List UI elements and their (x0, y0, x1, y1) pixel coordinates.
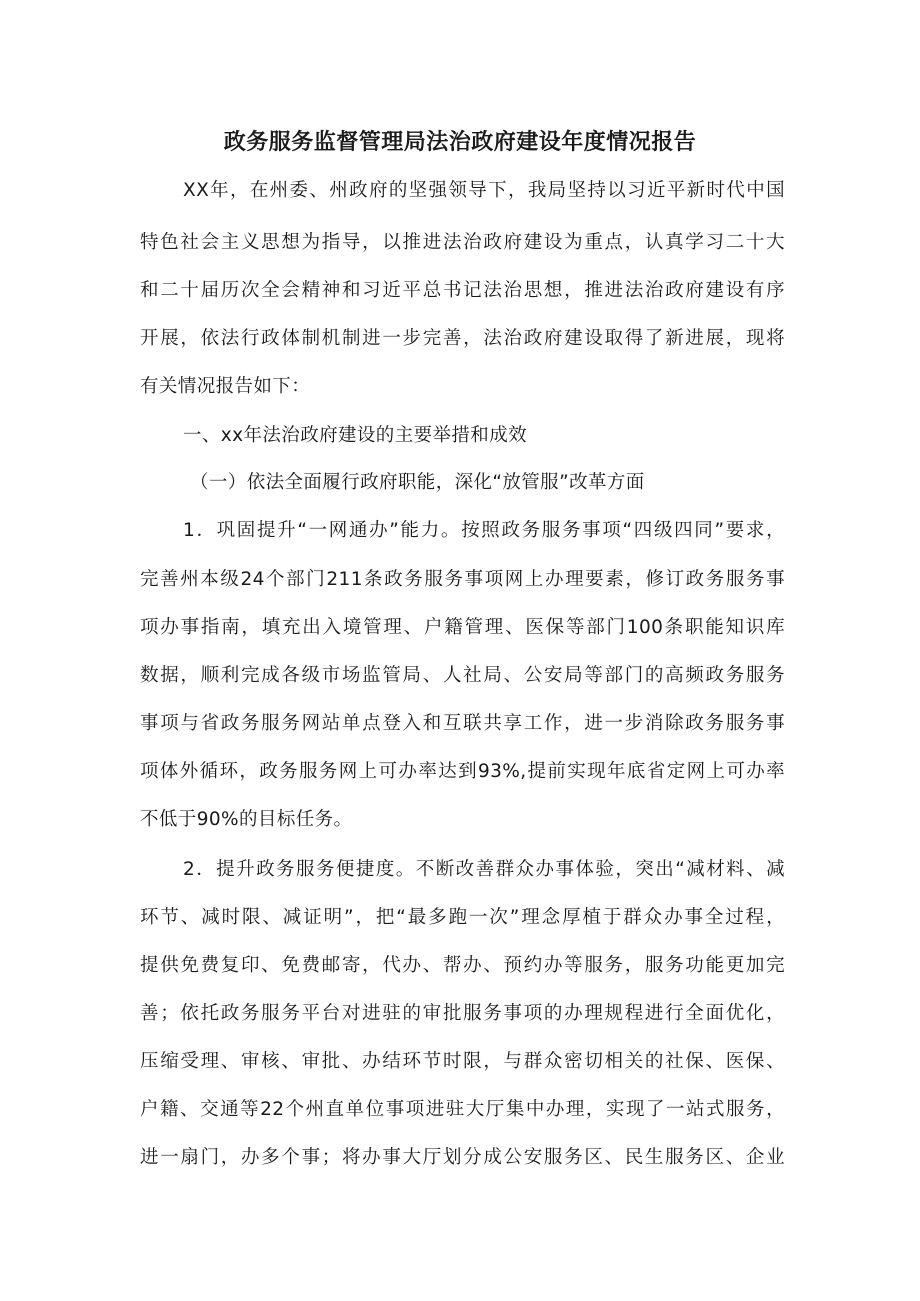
intro-line-5: 有关情况报告如下： (140, 376, 311, 397)
intro-line-4: 开展，依法行政体制机制进一步完善，法治政府建设取得了新进展，现将 (140, 328, 785, 349)
item2-line-7: 进一扇门，办多个事；将办事大厅划分成公安服务区、民生服务区、企业 (140, 1147, 785, 1168)
section-heading-1-1: （一）依法全面履行政府职能，深化“放管服”改革方面 (190, 472, 645, 493)
item2-line-2: 环节、减时限、减证明”，把“最多跑一次”理念厚植于群众办事全过程， (140, 907, 785, 928)
item2-line-3: 提供免费复印、免费邮寄，代办、帮办、预约办等服务，服务功能更加完 (140, 955, 785, 976)
section-heading-1: 一、xx年法治政府建设的主要举措和成效 (183, 425, 527, 446)
intro-line-2: 特色社会主义思想为指导，以推进法治政府建设为重点，认真学习二十大 (140, 232, 785, 253)
document-title: 政务服务监督管理局法治政府建设年度情况报告 (223, 130, 697, 155)
item1-line-4: 数据，顺利完成各级市场监管局、人社局、公安局等部门的高频政务服务 (140, 665, 785, 686)
item2-line-4: 善；依托政务服务平台对进驻的审批服务事项的办理规程进行全面优化， (140, 1003, 785, 1024)
item1-line-5: 事项与省政务服务网站单点登入和互联共享工作，进一步消除政务服务事 (140, 713, 785, 734)
item1-line-3: 项办事指南，填充出入境管理、户籍管理、医保等部门100条职能知识库 (140, 617, 785, 638)
intro-line-1: XX年，在州委、州政府的坚强领导下，我局坚持以习近平新时代中国 (183, 180, 785, 201)
item2-line-1: 2．提升政务服务便捷度。不断改善群众办事体验，突出“减材料、减 (183, 859, 785, 880)
item1-line-2: 完善州本级24个部门211条政务服务事项网上办理要素，修订政务服务事 (140, 569, 785, 590)
intro-line-3: 和二十届历次全会精神和习近平总书记法治思想，推进法治政府建设有序 (140, 280, 785, 301)
item1-line-1: 1．巩固提升“一网通办”能力。按照政务服务事项“四级四同”要求， (183, 520, 785, 541)
item1-line-6: 项体外循环，政务服务网上可办率达到93%,提前实现年底省定网上可办率 (140, 761, 785, 782)
item1-line-7: 不低于90%的目标任务。 (140, 809, 353, 830)
item2-line-5: 压缩受理、审核、审批、办结环节时限，与群众密切相关的社保、医保、 (140, 1051, 785, 1072)
item2-line-6: 户籍、交通等22个州直单位事项进驻大厅集中办理，实现了一站式服务， (140, 1099, 785, 1120)
